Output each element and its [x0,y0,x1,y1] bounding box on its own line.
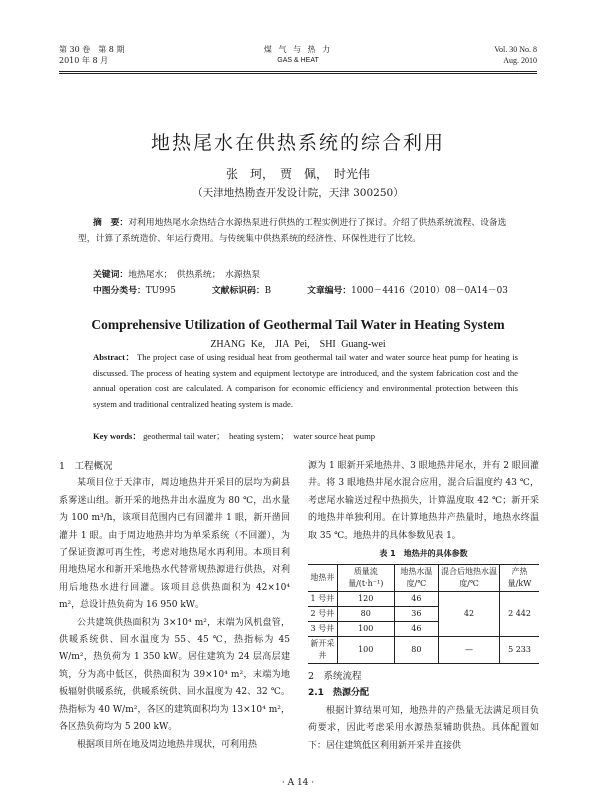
paragraph: 根据项目所在地及周边地热井现状，可利用热 [77,739,258,750]
paragraph: 某项目位于天津市，周边地热井开采目的层均为蓟县系雾迷山组。新开采的地热井出水温度为 80 ℃，出水量为 100 m³/h，该项目范围内已有回灌井 1 眼，新开凿回灌井 1 眼。由于周边地热井均为单采系统（不回灌），为了保证资源可再生性，考虑对地热尾水再利用。本项目利用地热尾水和新开采地热水代替常规热源进行供热，对利用后地热水进行回灌。该项目总供热面积为 42×10⁴ m²，总设计热负荷为 16 950 kW。 [59,478,290,611]
doc-code-value: B [264,286,272,296]
table-row [308,637,539,664]
paper-affiliation: （天津地热勘查开发设计院，天津 300250） [192,187,404,199]
table-cell: 100 [337,637,394,664]
table-cell: 5 233 [500,637,539,664]
geothermal-well-table [308,564,539,664]
keywords-cn [93,267,260,280]
volume-issue: 第 30 卷 第 8 期 [59,45,125,54]
table-header: 地热水温度/℃ [394,565,438,592]
journal-name-cn: 煤 气 与 热 力 [263,45,333,54]
table-cell: 80 [394,637,438,664]
table-cell: 1 号井 [308,592,337,607]
header-rule-thin [59,73,537,74]
paragraph: 根据计算结果可知，地热井的产热量无法满足项目负荷要求，因此考虑采用水源热泵辅助供热。具体配置如下：居住建筑低区利用新开采井直接供 [308,705,539,751]
issue-date: 2010 年 8 月 [59,56,109,65]
table-cell: 80 [337,607,394,622]
keywords-en-label: Key words： [93,431,141,441]
journal-name [59,44,537,66]
abstract-en-label: Abstract： [93,352,135,362]
table-cell: 42 [439,592,500,637]
keywords-en [93,430,375,442]
table-header: 质量流量/(t·h⁻¹) [337,565,394,592]
article-no-value: 1000－4416（2010）08－0A14－03 [351,286,508,296]
paper-title-en: Comprehensive Utilization of Geothermal Tail Water in Heating System [91,317,505,332]
abstract-en-text: The project case of using residual heat from geothermal tail water and water source heat pump for heating is discussed. The process of heating system and equipment lectotype are introduced, and the system fabrication cost and the annual operation cost are calculated. A comparison for economic efficiency and environmental protection between this system and traditional centralized heating system is made. [93,352,518,410]
paper-title: 地热尾水在供热系统的综合利用 [150,132,445,154]
article-no-label: 文章编号： [307,286,352,296]
classification-line [93,283,544,296]
keywords-en-text: geothermal tail water； heating system； water source heat pump [140,431,376,441]
section-heading-2: 2 系统流程 [308,671,362,683]
table-header: 产热量/kW [500,565,539,592]
abstract-cn-text: 对利用地热尾水余热结合水源热泵进行供热的工程实例进行了探讨。介绍了供热系统流程、设备选型，计算了系统造价、年运行费用。与传统集中供热系统的经济性、环保性进行了比较。 [78,218,507,244]
clc-value: TU995 [145,286,176,296]
header-rule [59,71,537,72]
subsection-heading: 2.1 热源分配 [308,688,369,699]
keywords-cn-label: 关键词： [93,270,129,280]
abstract-en [93,350,518,413]
table-cell: 2 442 [500,592,539,637]
running-header [59,44,537,70]
journal-name-en: GAS & HEAT [277,57,319,64]
table-cell: 新开采井 [308,637,337,664]
table-cell: 46 [394,622,438,637]
paper-authors-en: ZHANG Ke, JIA Pei, SHI Guang-wei [210,339,386,350]
abstract-cn-label: 摘 要： [93,218,129,228]
issue-date-en: Aug. 2010 [503,56,537,65]
body-left-column [59,458,290,754]
table-cell: 2 号井 [308,607,337,622]
table-cell: 36 [394,607,438,622]
paragraph: 公共建筑供热面积为 3×10⁴ m²，末端为风机盘管，供暖系统供、回水温度为 55、45 ℃，热指标为 45 W/m²，热负荷为 1 350 kW。居住建筑为 24 层高层建筑，分为高中低区，供热面积为 39×10⁴ m²，末端为地板辐射供暖系统，供暖系统供、回水温度为 42、32 ℃。热指标为 40 W/m²，各区的建筑面积均为 13×10⁴ m²，各区热负荷均为 5 200 kW。 [59,617,290,733]
abstract-cn [78,216,518,247]
volume-issue-en: Vol. 30 No. 8 [494,45,537,54]
page-number: · A 14 · [281,778,315,788]
table-header: 混合后地热水温度/℃ [439,565,500,592]
doc-code-label: 文献标识码： [211,286,265,296]
table-cell: 120 [337,592,394,607]
table-cell: 46 [394,592,438,607]
paper-authors: 张 珂， 贾 佩， 时光伟 [225,167,370,181]
table-caption: 表 1 地热井的具体参数 [379,549,468,559]
table-cell: — [439,637,500,664]
journal-volume-en [494,44,537,66]
clc-label: 中图分类号： [93,286,146,296]
table-row [308,592,539,607]
paragraph: 源为 1 眼新开采地热井、3 眼地热井尾水，并有 2 眼回灌井。将 3 眼地热井尾水混合应用，混合后温度约 43 ℃，考虑尾水输送过程中热损失，计算温度取 42 ℃；新开采的地热井单独利用。在计算地热井产热量时，地热水终温取 35 ℃。地热井的具体参数见表 1。 [308,461,539,541]
table-cell: 100 [337,622,394,637]
section-heading-1: 1 工程概况 [59,461,113,472]
body-right-column [308,458,539,755]
table-cell: 3 号井 [308,622,337,637]
keywords-cn-text: 地热尾水； 供热系统； 水源热泵 [128,270,261,280]
table-header: 地热井 [308,565,337,592]
